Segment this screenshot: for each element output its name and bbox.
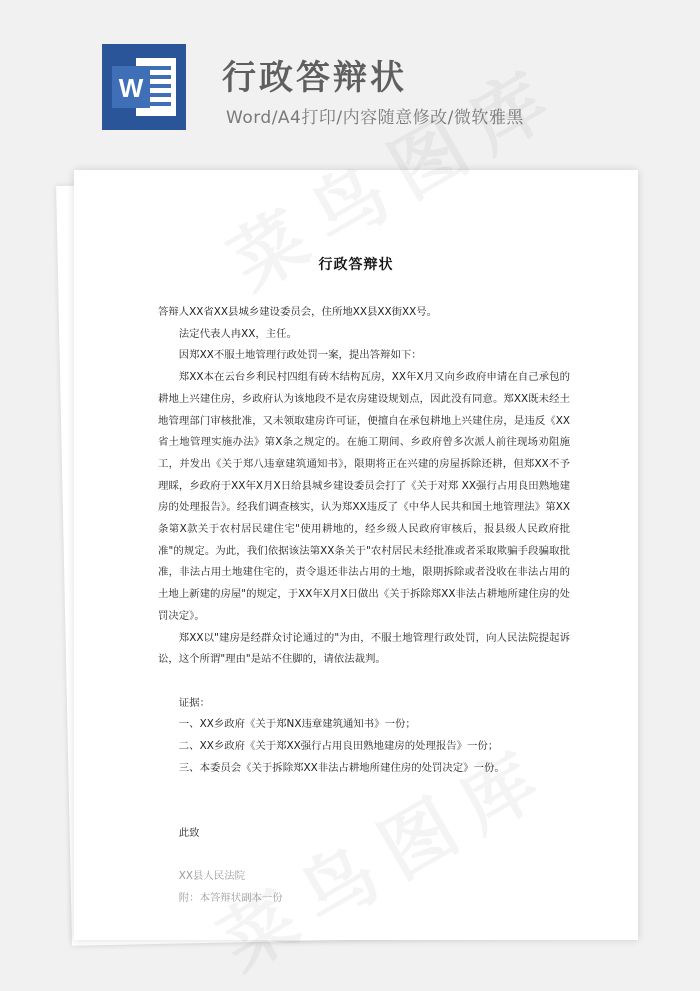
- page-subtitle: Word/A4打印/内容随意修改/微软雅黑: [226, 108, 524, 128]
- header-banner: [0, 0, 700, 175]
- closing-text: 此致: [178, 826, 200, 839]
- document-body: [158, 302, 570, 910]
- word-icon: [102, 44, 186, 130]
- word-icon-letter: W: [118, 73, 144, 103]
- intro-paragraph: 因郑XX不服土地管理行政处罚一案，提出答辩如下：: [178, 349, 422, 362]
- evidence-item: 一、XX乡政府《关于郑NX违章建筑通知书》一份；: [178, 718, 416, 731]
- evidence-item: 二、XX乡政府《关于郑XX强行占用良田熟地建房的处理报告》一份；: [178, 740, 499, 753]
- representative-paragraph: 法定代表人冉XX，主任。: [178, 327, 297, 340]
- attachment-note: 附：本答辩状副本一份: [178, 891, 283, 904]
- document-title: 行政答辩状: [318, 257, 394, 273]
- document-page: [74, 170, 638, 940]
- respondent-paragraph: 答辩人XX省XX县城乡建设委员会，住所地XX县XX街XX号。: [158, 306, 437, 318]
- evidence-label: 证据：: [178, 696, 210, 709]
- evidence-item: 三、本委员会《关于拆除郑XX非法占耕地所建住房的处罚决定》一份。: [178, 761, 505, 774]
- page-title: 行政答辩状: [222, 58, 407, 98]
- facts-paragraph: 郑XX本在云台乡利民村四组有砖木结构瓦房，XX年X月又向乡政府申请在自己承包的耕地上兴建住房，乡政府认为该地段不是农房建设规划点，因此没有同意。郑XX既未经土地管理部门审核批准，又未领取建房许可证，便擅自在承包耕地上兴建住房，是违反《XX省土地管理实施办法》第X条之规定的。在施工期间、乡政府曾多次派人前往现场劝阻施工，并发出《关于郑八违章建筑通知书》，限期将正在兴建的房屋拆除还耕，但郑XX不予理睬，乡政府于XX年X月X日给县城乡建设委员会打了《关于对郑 XX强行占用良田熟地建房的处理报告》。经我们调查核实，认为郑XX违反了《中华人民共和国土地管理法》第XX条第X款关于农村居民建住宅"使用耕地的，经乡级人民政府审核后，报县级人民政府批准"的规定。为此，我们依据该法第XX条关于"农村居民未经批准或者采取欺骗手段骗取批准，非法占用土地建住宅的，责令退还非法占用的土地，限期拆除或者没收在非法占用的土地上新建的房屋"的规定，于XX年X月X日做出《关于拆除郑XX非法占耕地所建住房的处罚决定》。: [158, 371, 570, 622]
- argument-paragraph: 郑XX以"建房是经群众讨论通过的"为由，不服土地管理行政处罚，向人民法院提起诉讼，这个所谓"理由"是站不住脚的，请依法裁判。: [158, 631, 570, 666]
- court-name: XX县人民法院: [178, 870, 245, 883]
